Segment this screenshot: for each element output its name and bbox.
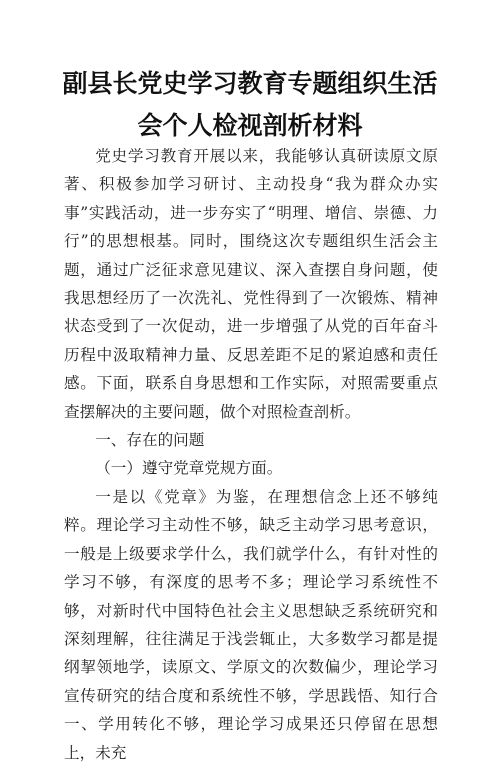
document-body (64, 142, 438, 767)
intro-paragraph: 党史学习教育开展以来，我能够认真研读原文原著、积极参加学习研讨、主动投身“我为群众办实事”实践活动，进一步夯实了“明理、增信、崇德、力行”的思想根基。同时，围绕这次专题组织生活会主题，通过广泛征求意见建议、深入查摆自身问题，使我思想经历了一次洗礼、党性得到了一次锻炼、精神状态受到了一次促动，进一步增强了从党的百年奋斗历程中汲取精神力量、反思差距不足的紧迫感和责任感。下面，联系自身思想和工作实际，对照需要重点查摆解决的主要问题，做个对照检查剖析。 (64, 147, 438, 421)
subsection-heading: （一）遵守党章党规方面。 (95, 459, 283, 478)
section-heading: 一、存在的问题 (95, 431, 205, 450)
body-paragraph: 一是以《党章》为鉴，在理想信念上还不够纯粹。理论学习主动性不够，缺乏主动学习思考意识，一般是上级要求学什么，我们就学什么，有针对性的学习不够，有深度的思考不多；理论学习系统性不够，对新时代中国特色社会主义思想缺乏系统研究和深刻理解，往往满足于浅尝辄止，大多数学习都是提纲挈领地学，读原文、学原文的次数偏少，理论学习宣传研究的结合度和系统性不够，学思践悟、知行合一、学用转化不够，理论学习成果还只停留在思想上，未充 (64, 487, 438, 762)
document-title-line-1: 副县长党史学习教育专题组织生活 (62, 69, 438, 98)
document-title-line-2: 会个人检视剖析材料 (137, 111, 363, 140)
